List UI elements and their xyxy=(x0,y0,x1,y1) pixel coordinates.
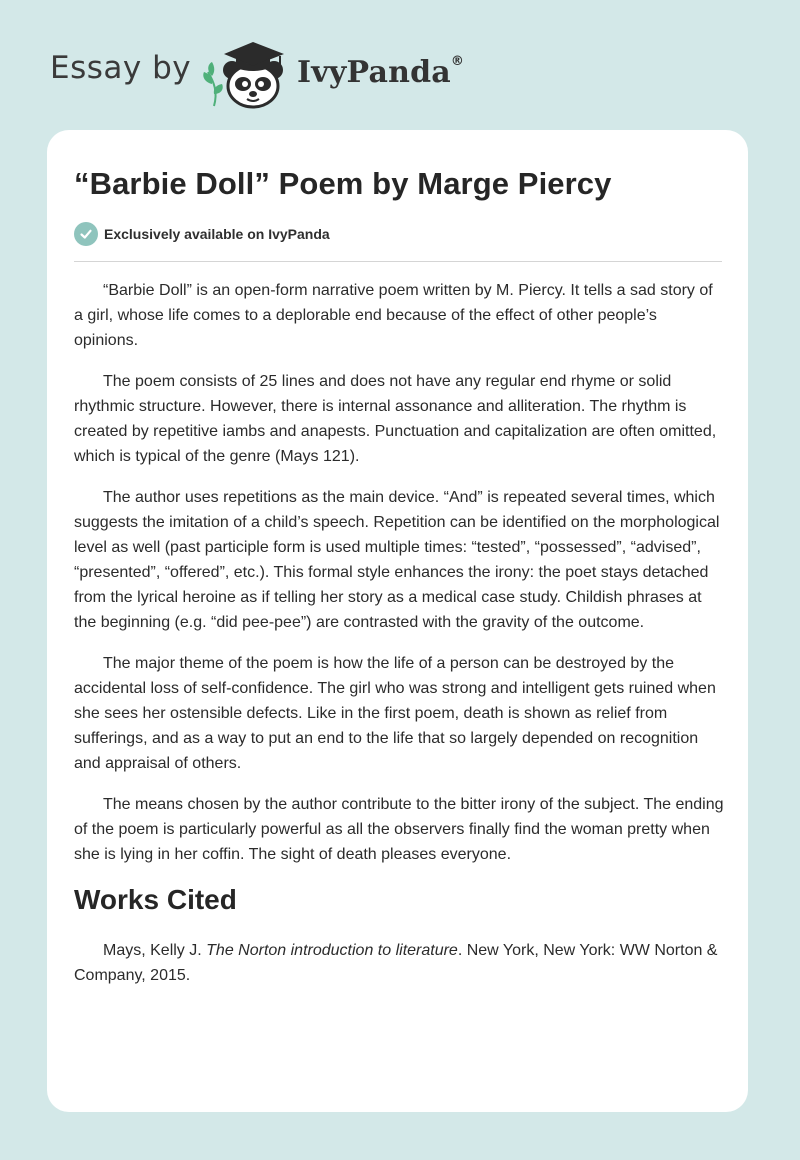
citation xyxy=(74,938,724,988)
divider xyxy=(74,261,722,262)
essay-body xyxy=(74,278,724,1004)
exclusive-badge-label: Exclusively available on IvyPanda xyxy=(104,226,330,242)
works-cited-heading: Works Cited xyxy=(74,884,237,915)
site-header xyxy=(0,0,800,120)
paragraph: The author uses repetitions as the main device. “And” is repeated several times, which suggests the imitation of a child’s speech. Repetition can be identified on the morphological level as well (past participle form is used multiple times: “tested”, “possessed”, “advised”, “presented”, “offered”, etc.). This formal style enhances the irony: the poet stays detached from the lyrical heroine as if telling her story as a medical case study. Childish phrases at the beginning (e.g. “did pee-pee”) are contrasted with the gravity of the outcome. xyxy=(74,489,720,631)
paragraph: The means chosen by the author contribute to the bitter irony of the subject. The ending of the poem is particularly powerful as all the observers finally find the woman pretty when she is lying in her coffin. The sight of death pleases everyone. xyxy=(74,796,724,863)
trademark-symbol: ® xyxy=(450,54,465,69)
paragraph: The poem consists of 25 lines and does not have any regular end rhyme or solid rhythmic structure. However, there is internal assonance and alliteration. The rhythm is created by repetitive iambs and anapests. Punctuation and capitalization are often omitted, which is typical of the genre (Mays 121). xyxy=(74,373,717,465)
panda-graduate-icon xyxy=(200,36,296,110)
essay-by-label: Essay by xyxy=(50,50,192,86)
citation-publisher: . New York, New York: WW Norton & Company, 2015. xyxy=(74,942,718,984)
exclusive-badge xyxy=(74,222,330,246)
check-icon xyxy=(74,222,98,246)
brand-logo-text[interactable] xyxy=(297,55,464,90)
page-title: “Barbie Doll” Poem by Marge Piercy xyxy=(74,166,612,201)
essay-card xyxy=(47,130,748,1112)
citation-author: Mays, Kelly J. xyxy=(103,942,207,959)
citation-book-title: The Norton introduction to literature xyxy=(206,942,458,959)
paragraph: The major theme of the poem is how the life of a person can be destroyed by the accidental loss of self-confidence. The girl who was strong and intelligent gets ruined when she sees her ostensible defects. Like in the first poem, death is shown as relief from sufferings, and as a way to put an end to the life that so largely depended on recognition and appraisal of others. xyxy=(74,655,716,772)
paragraph: “Barbie Doll” is an open-form narrative poem written by M. Piercy. It tells a sad story of a girl, whose life comes to a deplorable end because of the effect of other people’s opinions. xyxy=(74,282,713,349)
brand-name: IvyPanda xyxy=(297,55,451,90)
